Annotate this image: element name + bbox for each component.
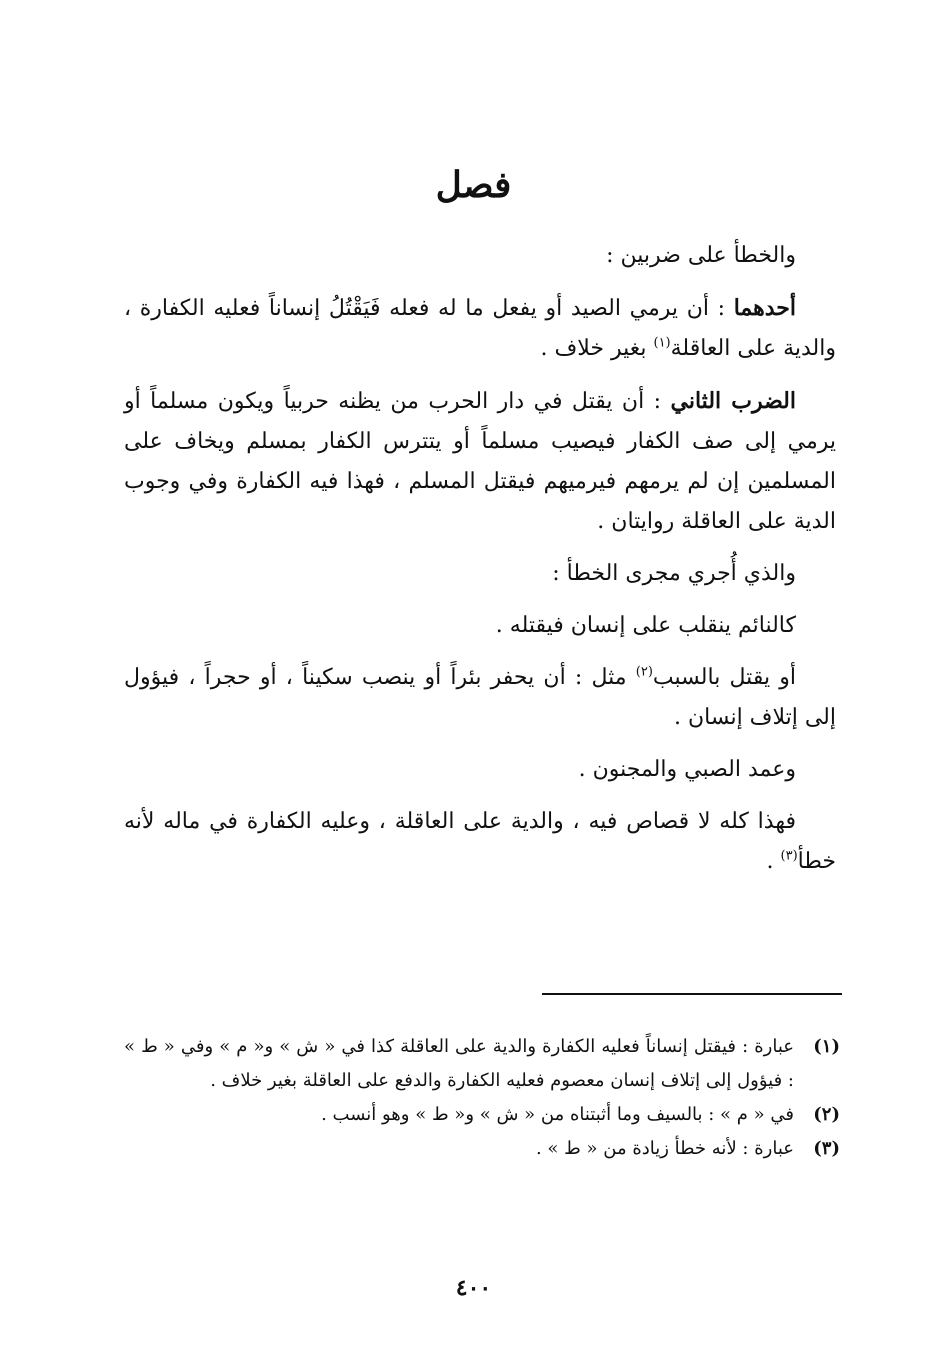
- footnote-text: في « م » : بالسيف وما أثبتناه من « ش » و« ط » وهو أنسب .: [321, 1104, 794, 1125]
- paragraph-conclusion: [124, 802, 836, 882]
- footnote-2: [124, 1098, 840, 1132]
- paragraph-child-insane: وعمد الصبي والمجنون .: [578, 757, 796, 782]
- paragraph-first-type: [124, 288, 836, 369]
- first-type-label: أحدهما: [733, 295, 796, 321]
- paragraph-intro: والخطأ على ضربين :: [606, 243, 796, 268]
- paragraph-by-cause: [124, 658, 836, 738]
- footnotes: [124, 1030, 840, 1166]
- by-cause-text-a: أو يقتل بالسبب: [652, 665, 796, 690]
- paragraph-like-error: والذي أُجري مجرى الخطأ :: [552, 561, 796, 586]
- footnote-1: [124, 1030, 840, 1098]
- footnote-number: (١): [813, 1036, 840, 1057]
- second-type-label: الضرب الثاني: [670, 388, 796, 414]
- conclusion-text-b: .: [766, 849, 781, 874]
- footnote-ref-3[interactable]: (٣): [780, 848, 798, 864]
- footnote-divider: [542, 993, 842, 995]
- footnote-3: [124, 1132, 840, 1166]
- footnote-number: (٢): [813, 1104, 840, 1125]
- section-heading: فصل: [435, 164, 512, 206]
- footnote-text: عبارة : لأنه خطأ زيادة من « ط » .: [535, 1138, 794, 1159]
- main-text: [124, 236, 836, 894]
- first-type-text-a: : أن يرمي الصيد أو يفعل ما له فعله فَيَقْتُلُ إنساناً فعليه الكفارة ، والدية على العاقلة: [124, 296, 836, 361]
- page-number: ٤٠٠: [455, 1275, 492, 1301]
- footnote-ref-1[interactable]: (١): [653, 335, 671, 351]
- conclusion-text-a: فهذا كله لا قصاص فيه ، والدية على العاقلة ، وعليه الكفارة في ماله لأنه خطأ: [124, 809, 836, 874]
- paragraph-second-type: [124, 381, 836, 542]
- paragraph-sleeper: كالنائم ينقلب على إنسان فيقتله .: [495, 613, 796, 638]
- second-type-text: : أن يقتل في دار الحرب من يظنه حربياً ويكون مسلماً أو يرمي إلى صف الكفار فيصيب مسلماً أو يتترس الكفار بمسلم ويخاف على المسلمين إن لم يرمهم فيرميهم فيقتل المسلم ، فهذا فيه الكفارة وفي وجوب الدية على العاقلة روايتان .: [124, 389, 836, 534]
- footnote-number: (٣): [813, 1138, 840, 1159]
- first-type-text-b: بغير خلاف .: [540, 336, 654, 361]
- by-cause-text-b: مثل : أن يحفر بئراً أو ينصب سكيناً ، أو حجراً ، فيؤول إلى إتلاف إنسان .: [124, 665, 836, 730]
- footnote-text: عبارة : فيقتل إنساناً فعليه الكفارة والدية على العاقلة كذا في « ش » و« م » وفي « ط » : فيؤول إلى إتلاف إنسان معصوم فعليه الكفارة والدفع على العاقلة بغير خلاف .: [124, 1036, 794, 1091]
- footnote-ref-2[interactable]: (٢): [635, 664, 653, 680]
